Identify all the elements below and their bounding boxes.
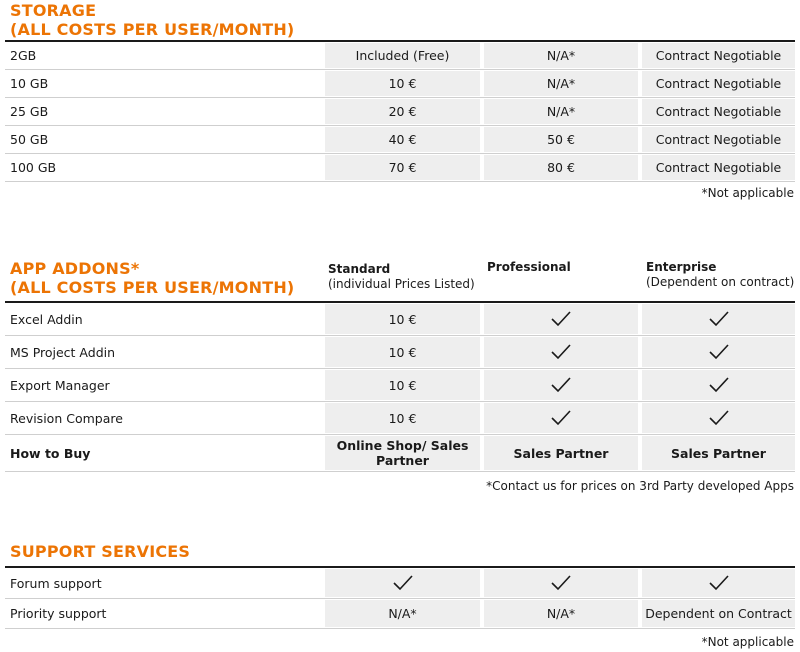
table-row — [5, 126, 795, 154]
checkmark-icon — [708, 376, 730, 394]
checkmark-icon — [708, 574, 730, 592]
enterprise-cell — [642, 569, 795, 597]
professional-cell: N/A* — [484, 600, 638, 627]
professional-cell: Sales Partner — [484, 436, 638, 470]
checkmark-icon — [550, 310, 572, 328]
row-label: 50 GB — [10, 132, 49, 147]
row-label: 25 GB — [10, 104, 49, 119]
standard-cell: Online Shop/ Sales Partner — [325, 436, 480, 470]
column-header-professional: Professional — [487, 260, 571, 274]
enterprise-cell: Contract Negotiable — [642, 71, 795, 96]
standard-cell: 10 € — [325, 370, 480, 400]
row-label: Export Manager — [10, 377, 110, 393]
standard-cell: 10 € — [325, 304, 480, 334]
row-label: 10 GB — [10, 76, 49, 91]
table-row — [5, 42, 795, 70]
table-row — [5, 369, 795, 402]
enterprise-cell: Contract Negotiable — [642, 43, 795, 68]
addons-footnote: *Contact us for prices on 3rd Party developed Apps — [486, 479, 794, 493]
column-header-standard: Standard (individual Prices Listed) — [328, 262, 475, 291]
professional-cell — [484, 304, 638, 334]
professional-cell — [484, 403, 638, 433]
checkmark-icon — [550, 343, 572, 361]
support-footnote: *Not applicable — [701, 635, 794, 649]
professional-cell: N/A* — [484, 43, 638, 68]
professional-cell — [484, 370, 638, 400]
enterprise-cell: Contract Negotiable — [642, 127, 795, 152]
support-title: SUPPORT SERVICES — [10, 542, 191, 561]
standard-cell: 10 € — [325, 337, 480, 367]
enterprise-cell — [642, 304, 795, 334]
row-label: How to Buy — [10, 445, 91, 461]
professional-cell — [484, 569, 638, 597]
checkmark-icon — [550, 409, 572, 427]
professional-cell: 80 € — [484, 155, 638, 180]
enterprise-cell: Dependent on Contract — [642, 600, 795, 627]
standard-cell: 70 € — [325, 155, 480, 180]
checkmark-icon — [708, 310, 730, 328]
professional-cell: N/A* — [484, 71, 638, 96]
row-label: 2GB — [10, 48, 37, 63]
standard-cell: Included (Free) — [325, 43, 480, 68]
table-row — [5, 154, 795, 182]
checkmark-icon — [550, 376, 572, 394]
addons-title: APP ADDONS* (ALL COSTS PER USER/MONTH) — [10, 259, 295, 297]
row-label: MS Project Addin — [10, 344, 116, 360]
row-label: Revision Compare — [10, 410, 123, 426]
standard-cell: N/A* — [325, 600, 480, 627]
column-header-enterprise: Enterprise (Dependent on contract) — [646, 260, 795, 289]
professional-cell: N/A* — [484, 99, 638, 124]
table-row — [5, 402, 795, 435]
enterprise-cell: Sales Partner — [642, 436, 795, 470]
storage-title: STORAGE (ALL COSTS PER USER/MONTH) — [10, 1, 295, 39]
checkmark-icon — [550, 574, 572, 592]
professional-cell: 50 € — [484, 127, 638, 152]
checkmark-icon — [392, 574, 414, 592]
table-row — [5, 336, 795, 369]
table-row — [5, 70, 795, 98]
standard-cell: 10 € — [325, 403, 480, 433]
table-row — [5, 98, 795, 126]
row-label: Priority support — [10, 606, 107, 621]
standard-cell: 20 € — [325, 99, 480, 124]
enterprise-cell: Contract Negotiable — [642, 99, 795, 124]
enterprise-cell — [642, 403, 795, 433]
checkmark-icon — [708, 409, 730, 427]
professional-cell — [484, 337, 638, 367]
table-row — [5, 599, 795, 629]
row-label: Forum support — [10, 575, 102, 591]
standard-cell: 40 € — [325, 127, 480, 152]
enterprise-cell — [642, 337, 795, 367]
enterprise-cell — [642, 370, 795, 400]
enterprise-cell: Contract Negotiable — [642, 155, 795, 180]
checkmark-icon — [708, 343, 730, 361]
storage-footnote: *Not applicable — [701, 186, 794, 200]
row-label: 100 GB — [10, 160, 57, 175]
table-row — [5, 303, 795, 336]
table-row-how-to-buy — [5, 435, 795, 472]
standard-cell — [325, 569, 480, 597]
table-row — [5, 568, 795, 599]
standard-cell: 10 € — [325, 71, 480, 96]
row-label: Excel Addin — [10, 311, 83, 327]
